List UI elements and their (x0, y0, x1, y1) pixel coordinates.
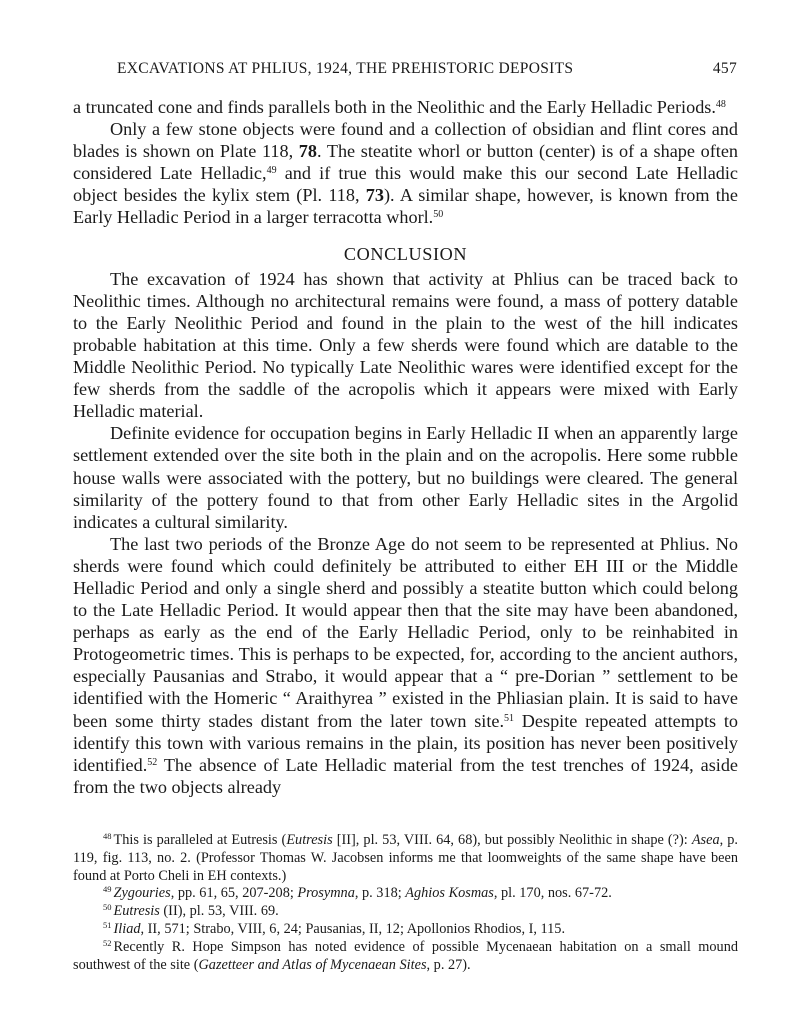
running-title: EXCAVATIONS AT PHLIUS, 1924, THE PREHISTORIC DEPOSITS (117, 60, 574, 77)
plate-ref-73: 73 (365, 185, 384, 206)
plate-ref-78: 78 (298, 141, 317, 162)
paragraph-2: Only a few stone objects were found and a collection of obsidian and flint cores and blades is shown on Plate 118, 78. The steatite whorl or button (center) is of a shape often considered Late Helladic,$^{49}$ and if true this would make this our second Late Helladic object besides the kylix stem (Pl. 118, 73). A similar shape, however, is known from the Early Helladic Period in a larger terracotta whorl.$^{50}$ (73, 119, 739, 228)
footnote-49: $^{49}$ Zygouries, pp. 61, 65, 207-208; Prosymna, p. 318; Aghios Kosmas, pl. 170, nos. 67-72. (103, 884, 612, 902)
footnote-ref-48[interactable]: 48 (715, 99, 726, 110)
section-heading: CONCLUSION (343, 243, 468, 264)
page-number: 457 (712, 60, 737, 77)
footnote-ref-50[interactable]: 50 (433, 209, 444, 221)
footnote-50: $^{50}$ Eutresis (II), pl. 53, VIII. 69. (103, 902, 279, 920)
footnote-48: $^{48}$ This is paralleled at Eutresis (Eutresis [II], pl. 53, VIII. 64, 68), but possibly Neolithic in shape (?): Asea, p. 119, fig. 113, no. 2. (Professor Thomas W. Jacobsen informs me that loomweights of the same shape have been found at Porto Cheli in EH contexts.) (73, 831, 738, 884)
paragraph-5: The last two periods of the Bronze Age do not seem to be represented at Phlius. No sherds were found which could definitely be attributed to either EH III or the Middle Helladic Period and only a single sherd and possibly a steatite button which could belong to the Late Helladic Period. It would appear then that the site may have been abandoned, perhaps as early as the end of the Early Helladic Period, only to be reinhabited in Protogeometric times. This is perhaps to be expected, for, according to the ancient authors, especially Pausanias and Strabo, it would appear that a “ pre-Dorian ” settlement to be identified with the Homeric “ Araithyrea ” existed in the Phliasian plain. It is said to have been some thirty stades distant from the later town site.$^{51}$ Despite repeated attempts to identify this town with various remains in the plain, its position has never been positively identified.$^{52}$ The absence of Late Helladic material from the test trenches of 1924, aside from the two objects already (73, 533, 738, 797)
paragraph-3: The excavation of 1924 has shown that activity at Phlius can be traced back to Neolithic times. Although no architectural remains were found, a mass of pottery datable to the Early Neolithic Period and found in the plain to the west of the hill indicates probable habitation at this time. Only a few sherds were found which are datable to the Middle Neolithic Period. No typically Late Neolithic wares were identified except for the few sherds from the saddle of the acropolis which it appears were mixed with Early Helladic material. (73, 268, 738, 422)
footnote-ref-52[interactable]: 52 (147, 756, 158, 768)
footnote-51: $^{51}$ Iliad, II, 571; Strabo, VIII, 6, 24; Pausanias, II, 12; Apollonios Rhodios, I, 115. (103, 919, 566, 937)
running-header (117, 60, 737, 78)
footnotes (73, 832, 738, 974)
paragraph-4: Definite evidence for occupation begins in Early Helladic II when an apparently large settlement extended over the site both in the plain and on the acropolis. Here some rubble house walls were associated with the pottery, but no buildings were cleared. The general similarity of the pottery found to that from other Early Helladic sites in the Argolid indicates a cultural similarity. (73, 423, 738, 532)
footnote-52: $^{52}$ Recently R. Hope Simpson has noted evidence of possible Mycenaean habitation on a small mound southwest of the site (Gazetteer and Atlas of Mycenaean Sites, p. 27). (73, 937, 738, 973)
body-text (73, 96, 738, 798)
paragraph-1: a truncated cone and finds parallels both in the Neolithic and the Early Helladic Periods.$^{48}$ (73, 97, 726, 117)
footnote-ref-51[interactable]: 51 (504, 712, 515, 724)
footnote-ref-49[interactable]: 49 (266, 165, 277, 177)
